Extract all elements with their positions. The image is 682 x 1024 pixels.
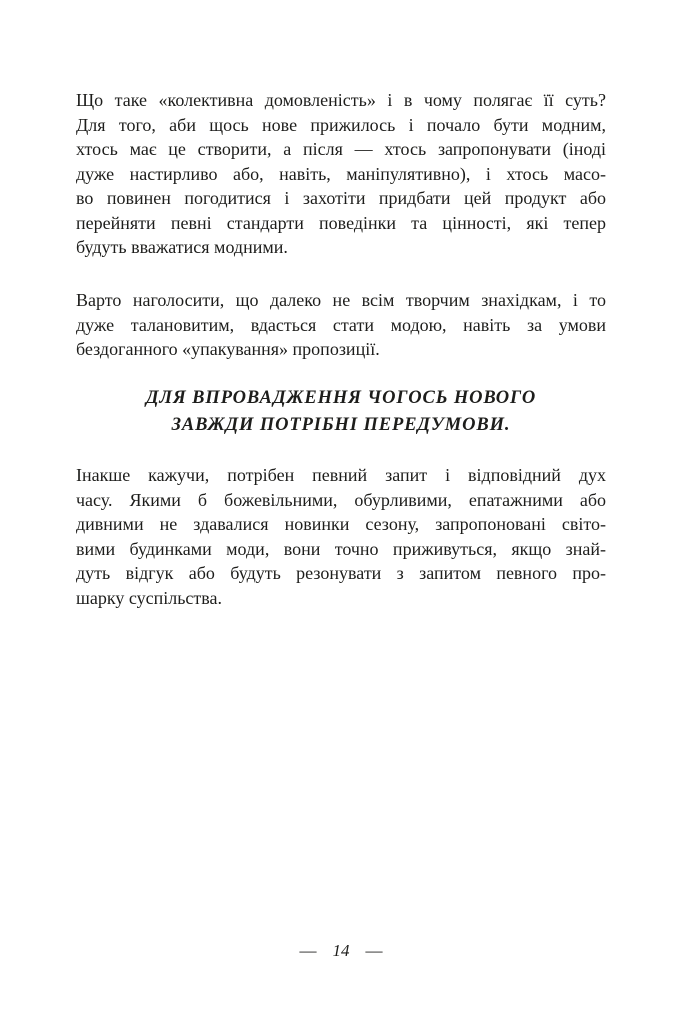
folio-dash-left: — (299, 941, 317, 960)
text-line: часу. Якими б божевільними, обурливими, епатажними або (76, 489, 606, 510)
page-number: 14 (332, 941, 350, 960)
text-line: Інакше кажучи, потрібен певний запит і відповідний дух (76, 465, 606, 485)
page-folio (0, 940, 682, 962)
heading-line: ЗАВЖДИ ПОТРІБНІ ПЕРЕДУМОВИ. (171, 415, 511, 435)
text-line: вими будинками моди, вони точно приживуться, якщо знай- (76, 538, 606, 559)
text-line: Що таке «колективна домовленість» і в чому полягає її суть? (76, 90, 606, 110)
folio-dash-right: — (365, 941, 383, 960)
paragraph-intro (76, 88, 606, 260)
text-line: Варто наголосити, що далеко не всім творчим знахідкам, і то (76, 290, 606, 310)
text-line: дуже талановитим, вдасться стати модою, навіть за умови (76, 314, 606, 335)
text-line: хтось має це створити, а після — хтось запропонувати (іноді (76, 139, 606, 159)
text-line: дуть відгук або будуть резонувати з запитом певного про- (76, 563, 606, 583)
text-line: дуже настирливо або, навіть, маніпулятивно), і хтось масо- (76, 163, 606, 184)
text-line: бездоганного «упакування» пропозиції. (76, 339, 380, 359)
text-line: Для того, аби щось нове прижилось і почало бути модним, (76, 114, 606, 135)
paragraph-conclusion (76, 463, 606, 610)
text-line: шарку суспільства. (76, 587, 223, 608)
text-line: дивними не здавалися новинки сезону, запропоновані світо- (76, 514, 606, 534)
section-heading (76, 385, 606, 439)
heading-line: ДЛЯ ВПРОВАДЖЕННЯ ЧОГОСЬ НОВОГО (145, 388, 537, 408)
text-line: будуть вважатися модними. (76, 237, 288, 257)
text-line: перейняти певні стандарти поведінки та цінності, які тепер (76, 212, 606, 233)
text-line: во повинен погодитися і захотіти придбати цей продукт або (76, 188, 606, 208)
paragraph-emphasis (76, 288, 606, 362)
